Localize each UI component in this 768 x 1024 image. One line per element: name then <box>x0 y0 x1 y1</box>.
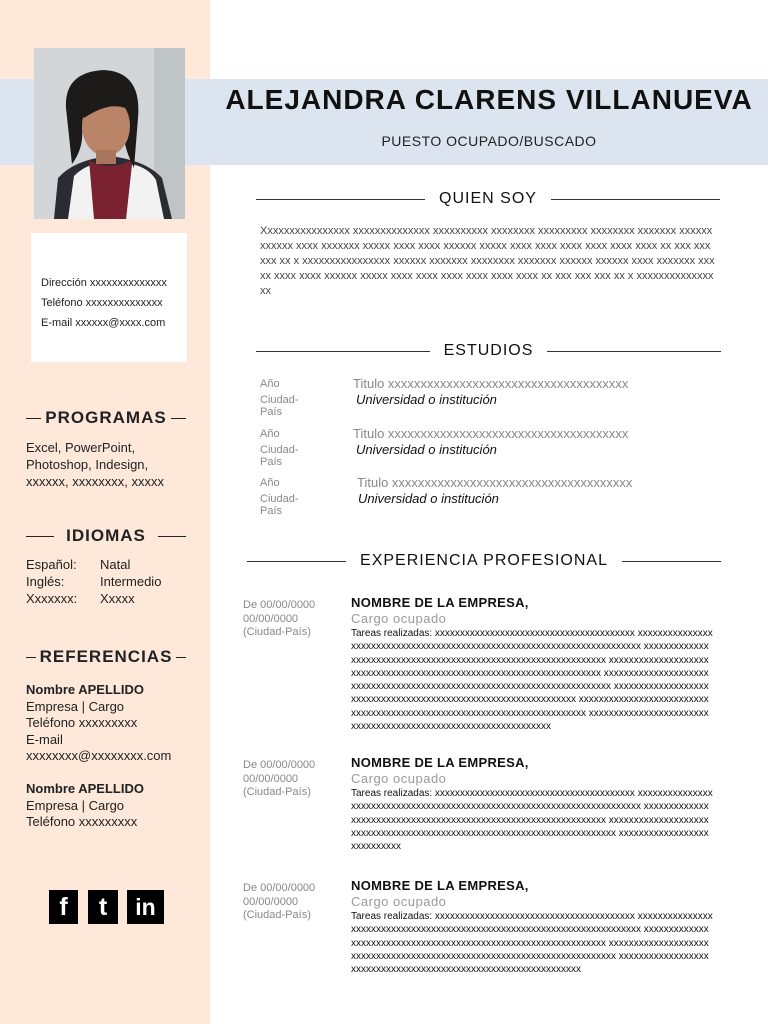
education-institution: Universidad o institución <box>358 491 499 506</box>
experience-date-start: De 00/00/0000 <box>243 882 316 894</box>
heading-rule <box>171 418 186 419</box>
experience-place: (Ciudad-País) <box>243 909 311 921</box>
reference-company: Empresa | Cargo <box>26 797 125 813</box>
education-institution: Universidad o institución <box>356 392 497 407</box>
linkedin-glyph: in <box>135 893 156 920</box>
contact-phone-row <box>41 297 187 317</box>
heading-rule <box>551 199 720 200</box>
experience-dates <box>243 882 343 923</box>
email-label: E-mail <box>41 317 73 329</box>
language-name: Inglés: <box>26 574 65 589</box>
heading-rule <box>26 418 41 419</box>
experience-date-end: 00/00/0000 <box>243 772 299 785</box>
contact-address-row <box>41 277 187 297</box>
programs-line: Excel, PowerPoint, <box>26 440 136 455</box>
programs-line: xxxxxx, xxxxxxxx, xxxxx <box>26 474 164 489</box>
experience-company: NOMBRE DE LA EMPRESA, <box>351 878 529 893</box>
about-title: QUIEN SOY <box>439 190 537 207</box>
education-city: Ciudad-País <box>260 444 299 468</box>
heading-rule <box>622 561 721 562</box>
heading-rule <box>26 536 54 537</box>
education-year: Año <box>260 428 280 440</box>
email-value[interactable]: xxxxxx@xxxx.com <box>75 317 166 329</box>
experience-date-end: 00/00/0000 <box>243 612 299 625</box>
experience-position: Cargo ocupado <box>351 894 447 909</box>
experience-tasks: Tareas realizadas: xxxxxxxxxxxxxxxxxxxxxxxxxxxxxxxxxxxxxxxx xxxxxxxxxxxxxxxxxxxxxxxxxxxxxxxxxxxxxxxxxxxxxxxxxxxxxxxxxxxxxxxxxxxxxxxxx xxxxxxxxxxxxxxxxxxxxxxxxxxxxxxxxxxxxxxxxxxxxxxxxxxxxxxxxxxxxxxxx xxxxxxxxxxxxxxxxxxxxxxxxxxxxxxxxxxxxxxxxxxxxxxxxxxxxxxxxxxxxxxxxxxxxxx xxxxxxxxxxxxxxxxxxxxxxxxxxxxxxxxxxxxxxxxxxxxxxxxxxxxxxxxxxxxxxxxxxxxxxxxx xxxxxxxxxxxxxxxxxxxxxxxxxxxxxxxxxxxxxxxxxxxxxxxxxxxxxxxxxxxxxxxx xxxxxxxxxxxxxxxxxxxxxxxxxxxxxxxxxxxxxxxxxxxxxxxxxxxxxxxxxxxxxxxxxxxxxxxxx xxxxxxxxxxxxxxxxxxxxxxxxxxxxxxxxxxxxxxxxxxxxxxxxxxxxxxxxxxxxxxxx <box>351 628 713 733</box>
phone-label: Teléfono <box>41 297 83 309</box>
language-row <box>26 573 161 590</box>
reference-name: Nombre APELLIDO <box>26 781 144 796</box>
reference-2 <box>26 781 144 831</box>
heading-rule <box>256 199 425 200</box>
education-title-text: Titulo xxxxxxxxxxxxxxxxxxxxxxxxxxxxxxxxxxxxx <box>353 426 629 441</box>
profile-photo <box>34 48 185 219</box>
language-row <box>26 590 161 607</box>
experience-position: Cargo ocupado <box>351 611 447 626</box>
candidate-name: ALEJANDRA CLARENS VILLANUEVA <box>225 84 753 115</box>
education-title-text: Titulo xxxxxxxxxxxxxxxxxxxxxxxxxxxxxxxxxxxxx <box>357 475 633 490</box>
facebook-icon[interactable] <box>49 890 78 924</box>
experience-place: (Ciudad-País) <box>243 786 311 798</box>
experience-dates <box>243 599 343 640</box>
experience-body <box>351 595 713 733</box>
experience-dates <box>243 759 343 800</box>
candidate-role: PUESTO OCUPADO/BUSCADO <box>381 133 597 149</box>
experience-place: (Ciudad-País) <box>243 626 311 638</box>
experience-heading <box>247 552 721 570</box>
heading-rule <box>247 561 346 562</box>
programs-heading <box>26 408 186 428</box>
address-value: xxxxxxxxxxxxxx <box>89 277 167 289</box>
education-year: Año <box>260 378 280 390</box>
experience-body <box>351 755 713 853</box>
phone-value: xxxxxxxxxxxxxx <box>85 297 163 309</box>
heading-rule <box>547 351 721 352</box>
experience-date-end: 00/00/0000 <box>243 895 299 908</box>
education-heading <box>256 342 721 360</box>
language-name: Xxxxxxx: <box>26 591 78 606</box>
twitter-glyph: t <box>98 892 108 921</box>
experience-title: EXPERIENCIA PROFESIONAL <box>360 552 608 569</box>
education-title-text: Titulo xxxxxxxxxxxxxxxxxxxxxxxxxxxxxxxxxxxxx <box>353 376 629 391</box>
language-row <box>26 556 161 573</box>
education-institution: Universidad o institución <box>356 442 497 457</box>
heading-rule <box>158 536 186 537</box>
contact-card <box>31 233 187 362</box>
experience-company: NOMBRE DE LA EMPRESA, <box>351 595 529 610</box>
experience-tasks: Tareas realizadas: xxxxxxxxxxxxxxxxxxxxxxxxxxxxxxxxxxxxxxxx xxxxxxxxxxxxxxxxxxxxxxxxxxxxxxxxxxxxxxxxxxxxxxxxxxxxxxxxxxxxxxxxxxxxxxxxx xxxxxxxxxxxxxxxxxxxxxxxxxxxxxxxxxxxxxxxxxxxxxxxxxxxxxxxxxxxxxxxx xxxxxxxxxxxxxxxxxxxxxxxxxxxxxxxxxxxxxxxxxxxxxxxxxxxxxxxxxxxxxxxxxxxxxxxxx xxxxxxxxxxxxxxxxxxxxxxxxxxxx <box>351 788 713 853</box>
reference-email[interactable]: xxxxxxxx@xxxxxxxx.com <box>26 748 172 763</box>
about-text: Xxxxxxxxxxxxxxxx xxxxxxxxxxxxxx xxxxxxxxxx xxxxxxxx xxxxxxxxx xxxxxxxx xxxxxxx xxxxxx xxxxxx xxxx xxxxxxx xxxxx xxxx xxxx xxxxxx xxxxx xxxx xxxx xxxx xxxx xxxx xxxx xx xxx xxx xxx xx x xxxxxxxxxxxxxxxx xxxxxx xxxxxxx xxxxxxxx xxxxxxx xxxxxx xxxxxx xxxx xxxxxxx xxxxx xxxx xxxx xxxxxx xxxxx xxxx xxxx xxxx xxxx xxxx xxxx xx xxx xxx xxx xx x xxxxxxxxxxxxxxxx <box>260 225 715 297</box>
language-level: Xxxxx <box>100 591 135 606</box>
reference-phone: Teléfono xxxxxxxxx <box>26 814 138 829</box>
programs-list <box>26 439 164 490</box>
reference-1 <box>26 682 171 765</box>
education-title: ESTUDIOS <box>443 342 534 359</box>
language-name: Español: <box>26 557 77 572</box>
languages-title: IDIOMAS <box>66 526 146 545</box>
references-heading <box>26 647 186 667</box>
experience-date-start: De 00/00/0000 <box>243 599 316 611</box>
address-label: Dirección <box>41 277 87 289</box>
education-city: Ciudad-País <box>260 493 299 517</box>
facebook-glyph: f <box>59 892 68 921</box>
heading-rule <box>176 657 186 658</box>
reference-email-label: E-mail <box>26 731 63 747</box>
experience-position: Cargo ocupado <box>351 771 447 786</box>
heading-rule <box>26 657 36 658</box>
education-year: Año <box>260 477 280 489</box>
twitter-icon[interactable] <box>88 890 118 924</box>
reference-company: Empresa | Cargo <box>26 698 125 714</box>
contact-email-row <box>41 317 187 337</box>
experience-body <box>351 878 713 976</box>
programs-title: PROGRAMAS <box>45 408 167 427</box>
education-city: Ciudad-País <box>260 394 299 418</box>
reference-name: Nombre APELLIDO <box>26 682 144 697</box>
experience-company: NOMBRE DE LA EMPRESA, <box>351 755 529 770</box>
heading-rule <box>256 351 430 352</box>
languages-heading <box>26 526 186 546</box>
language-level: Natal <box>100 557 131 572</box>
programs-line: Photoshop, Indesign, <box>26 457 149 472</box>
experience-date-start: De 00/00/0000 <box>243 759 316 771</box>
experience-tasks: Tareas realizadas: xxxxxxxxxxxxxxxxxxxxxxxxxxxxxxxxxxxxxxxx xxxxxxxxxxxxxxxxxxxxxxxxxxxxxxxxxxxxxxxxxxxxxxxxxxxxxxxxxxxxxxxxxxxxxxxxx xxxxxxxxxxxxxxxxxxxxxxxxxxxxxxxxxxxxxxxxxxxxxxxxxxxxxxxxxxxxxxxx xxxxxxxxxxxxxxxxxxxxxxxxxxxxxxxxxxxxxxxxxxxxxxxxxxxxxxxxxxxxxxxxxxxxxxxxx xxxxxxxxxxxxxxxxxxxxxxxxxxxxxxxxxxxxxxxxxxxxxxxxxxxxxxxxxxxxxxxx <box>351 911 713 976</box>
references-title: REFERENCIAS <box>39 647 173 666</box>
linkedin-icon[interactable] <box>127 890 164 924</box>
language-level: Intermedio <box>100 574 162 589</box>
reference-phone: Teléfono xxxxxxxxx <box>26 715 138 730</box>
languages-list <box>26 556 161 607</box>
about-heading <box>256 190 720 208</box>
